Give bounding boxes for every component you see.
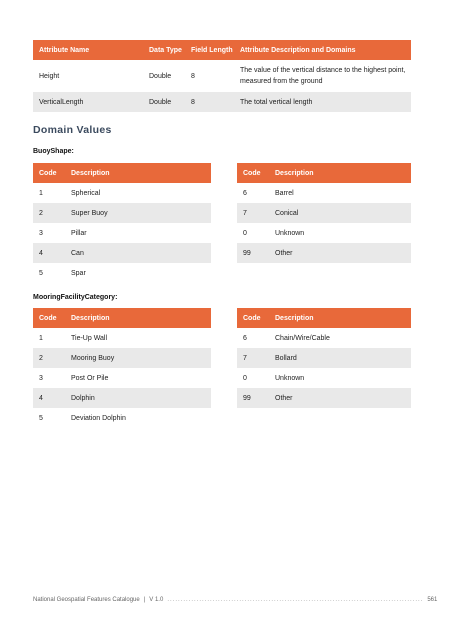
description-cell: The value of the vertical distance to the highest point, measured from the ground (234, 60, 411, 92)
code-cell: 1 (33, 328, 65, 348)
code-cell: 0 (237, 223, 269, 243)
description-cell: Super Buoy (65, 203, 211, 223)
table-row (33, 388, 211, 408)
footer-separator: | (143, 597, 146, 603)
description-cell: Other (269, 388, 411, 408)
table-row (33, 183, 211, 203)
header-description: Description (269, 308, 411, 328)
attribute-name-cell: VerticalLength (33, 92, 143, 112)
table-row (33, 368, 211, 388)
table-row (33, 243, 211, 263)
description-cell: Spherical (65, 183, 211, 203)
code-cell: 99 (237, 243, 269, 263)
attribute-name-cell: Height (33, 60, 143, 92)
table-row (237, 348, 411, 368)
header-code: Code (237, 308, 269, 328)
footer-dot-leader: ................................................................................................ (167, 597, 424, 603)
code-cell: 7 (237, 203, 269, 223)
table-row (237, 203, 411, 223)
header-row (237, 308, 411, 328)
data-type-cell: Double (143, 60, 185, 92)
table-row (33, 408, 211, 428)
table-row (237, 243, 411, 263)
description-cell: Conical (269, 203, 411, 223)
table-row (33, 348, 211, 368)
table-row (237, 328, 411, 348)
code-cell: 3 (33, 368, 65, 388)
table-row (33, 203, 211, 223)
table-row (237, 183, 411, 203)
description-cell: Chain/Wire/Cable (269, 328, 411, 348)
header-code: Code (237, 163, 269, 183)
code-cell: 0 (237, 368, 269, 388)
header-description: Description (269, 163, 411, 183)
code-cell: 6 (237, 183, 269, 203)
header-row (33, 308, 211, 328)
page-footer (33, 597, 438, 603)
buoy-shape-table-left (33, 163, 211, 283)
description-cell: Other (269, 243, 411, 263)
header-description: Description (65, 163, 211, 183)
description-cell: The total vertical length (234, 92, 411, 112)
table-row (237, 368, 411, 388)
buoy-shape-table-right (237, 163, 411, 263)
description-cell: Deviation Dolphin (65, 408, 211, 428)
code-cell: 6 (237, 328, 269, 348)
code-cell: 4 (33, 388, 65, 408)
description-cell: Bollard (269, 348, 411, 368)
table-row (33, 60, 411, 92)
code-cell: 99 (237, 388, 269, 408)
description-cell: Tie-Up Wall (65, 328, 211, 348)
description-cell: Pillar (65, 223, 211, 243)
table-row (33, 223, 211, 243)
data-type-cell: Double (143, 92, 185, 112)
description-cell: Mooring Buoy (65, 348, 211, 368)
header-code: Code (33, 163, 65, 183)
description-cell: Barrel (269, 183, 411, 203)
mooring-facility-category-title: MooringFacilityCategory: (33, 294, 118, 301)
table-row (33, 328, 211, 348)
header-data-type: Data Type (143, 40, 185, 60)
mooring-table-left (33, 308, 211, 428)
header-row (237, 163, 411, 183)
header-code: Code (33, 308, 65, 328)
code-cell: 5 (33, 408, 65, 428)
footer-version: V 1.0 (149, 597, 164, 603)
code-cell: 2 (33, 203, 65, 223)
domain-values-title: Domain Values (33, 124, 112, 136)
attributes-header-row (33, 40, 411, 60)
code-cell: 5 (33, 263, 65, 283)
table-row (237, 388, 411, 408)
footer-page-number: 561 (427, 597, 438, 603)
header-attribute-name: Attribute Name (33, 40, 143, 60)
code-cell: 3 (33, 223, 65, 243)
buoy-shape-title: BuoyShape: (33, 148, 74, 155)
attributes-table (33, 40, 411, 112)
footer-doc-title: National Geospatial Features Catalogue (33, 597, 140, 603)
description-cell: Post Or Pile (65, 368, 211, 388)
header-description: Description (65, 308, 211, 328)
description-cell: Spar (65, 263, 211, 283)
field-length-cell: 8 (185, 92, 234, 112)
mooring-table-right (237, 308, 411, 408)
description-cell: Unknown (269, 223, 411, 243)
header-field-length: Field Length (185, 40, 234, 60)
code-cell: 7 (237, 348, 269, 368)
field-length-cell: 8 (185, 60, 234, 92)
code-cell: 1 (33, 183, 65, 203)
header-attribute-description: Attribute Description and Domains (234, 40, 411, 60)
description-cell: Can (65, 243, 211, 263)
header-row (33, 163, 211, 183)
table-row (237, 223, 411, 243)
description-cell: Unknown (269, 368, 411, 388)
description-cell: Dolphin (65, 388, 211, 408)
table-row (33, 263, 211, 283)
table-row (33, 92, 411, 112)
code-cell: 4 (33, 243, 65, 263)
code-cell: 2 (33, 348, 65, 368)
